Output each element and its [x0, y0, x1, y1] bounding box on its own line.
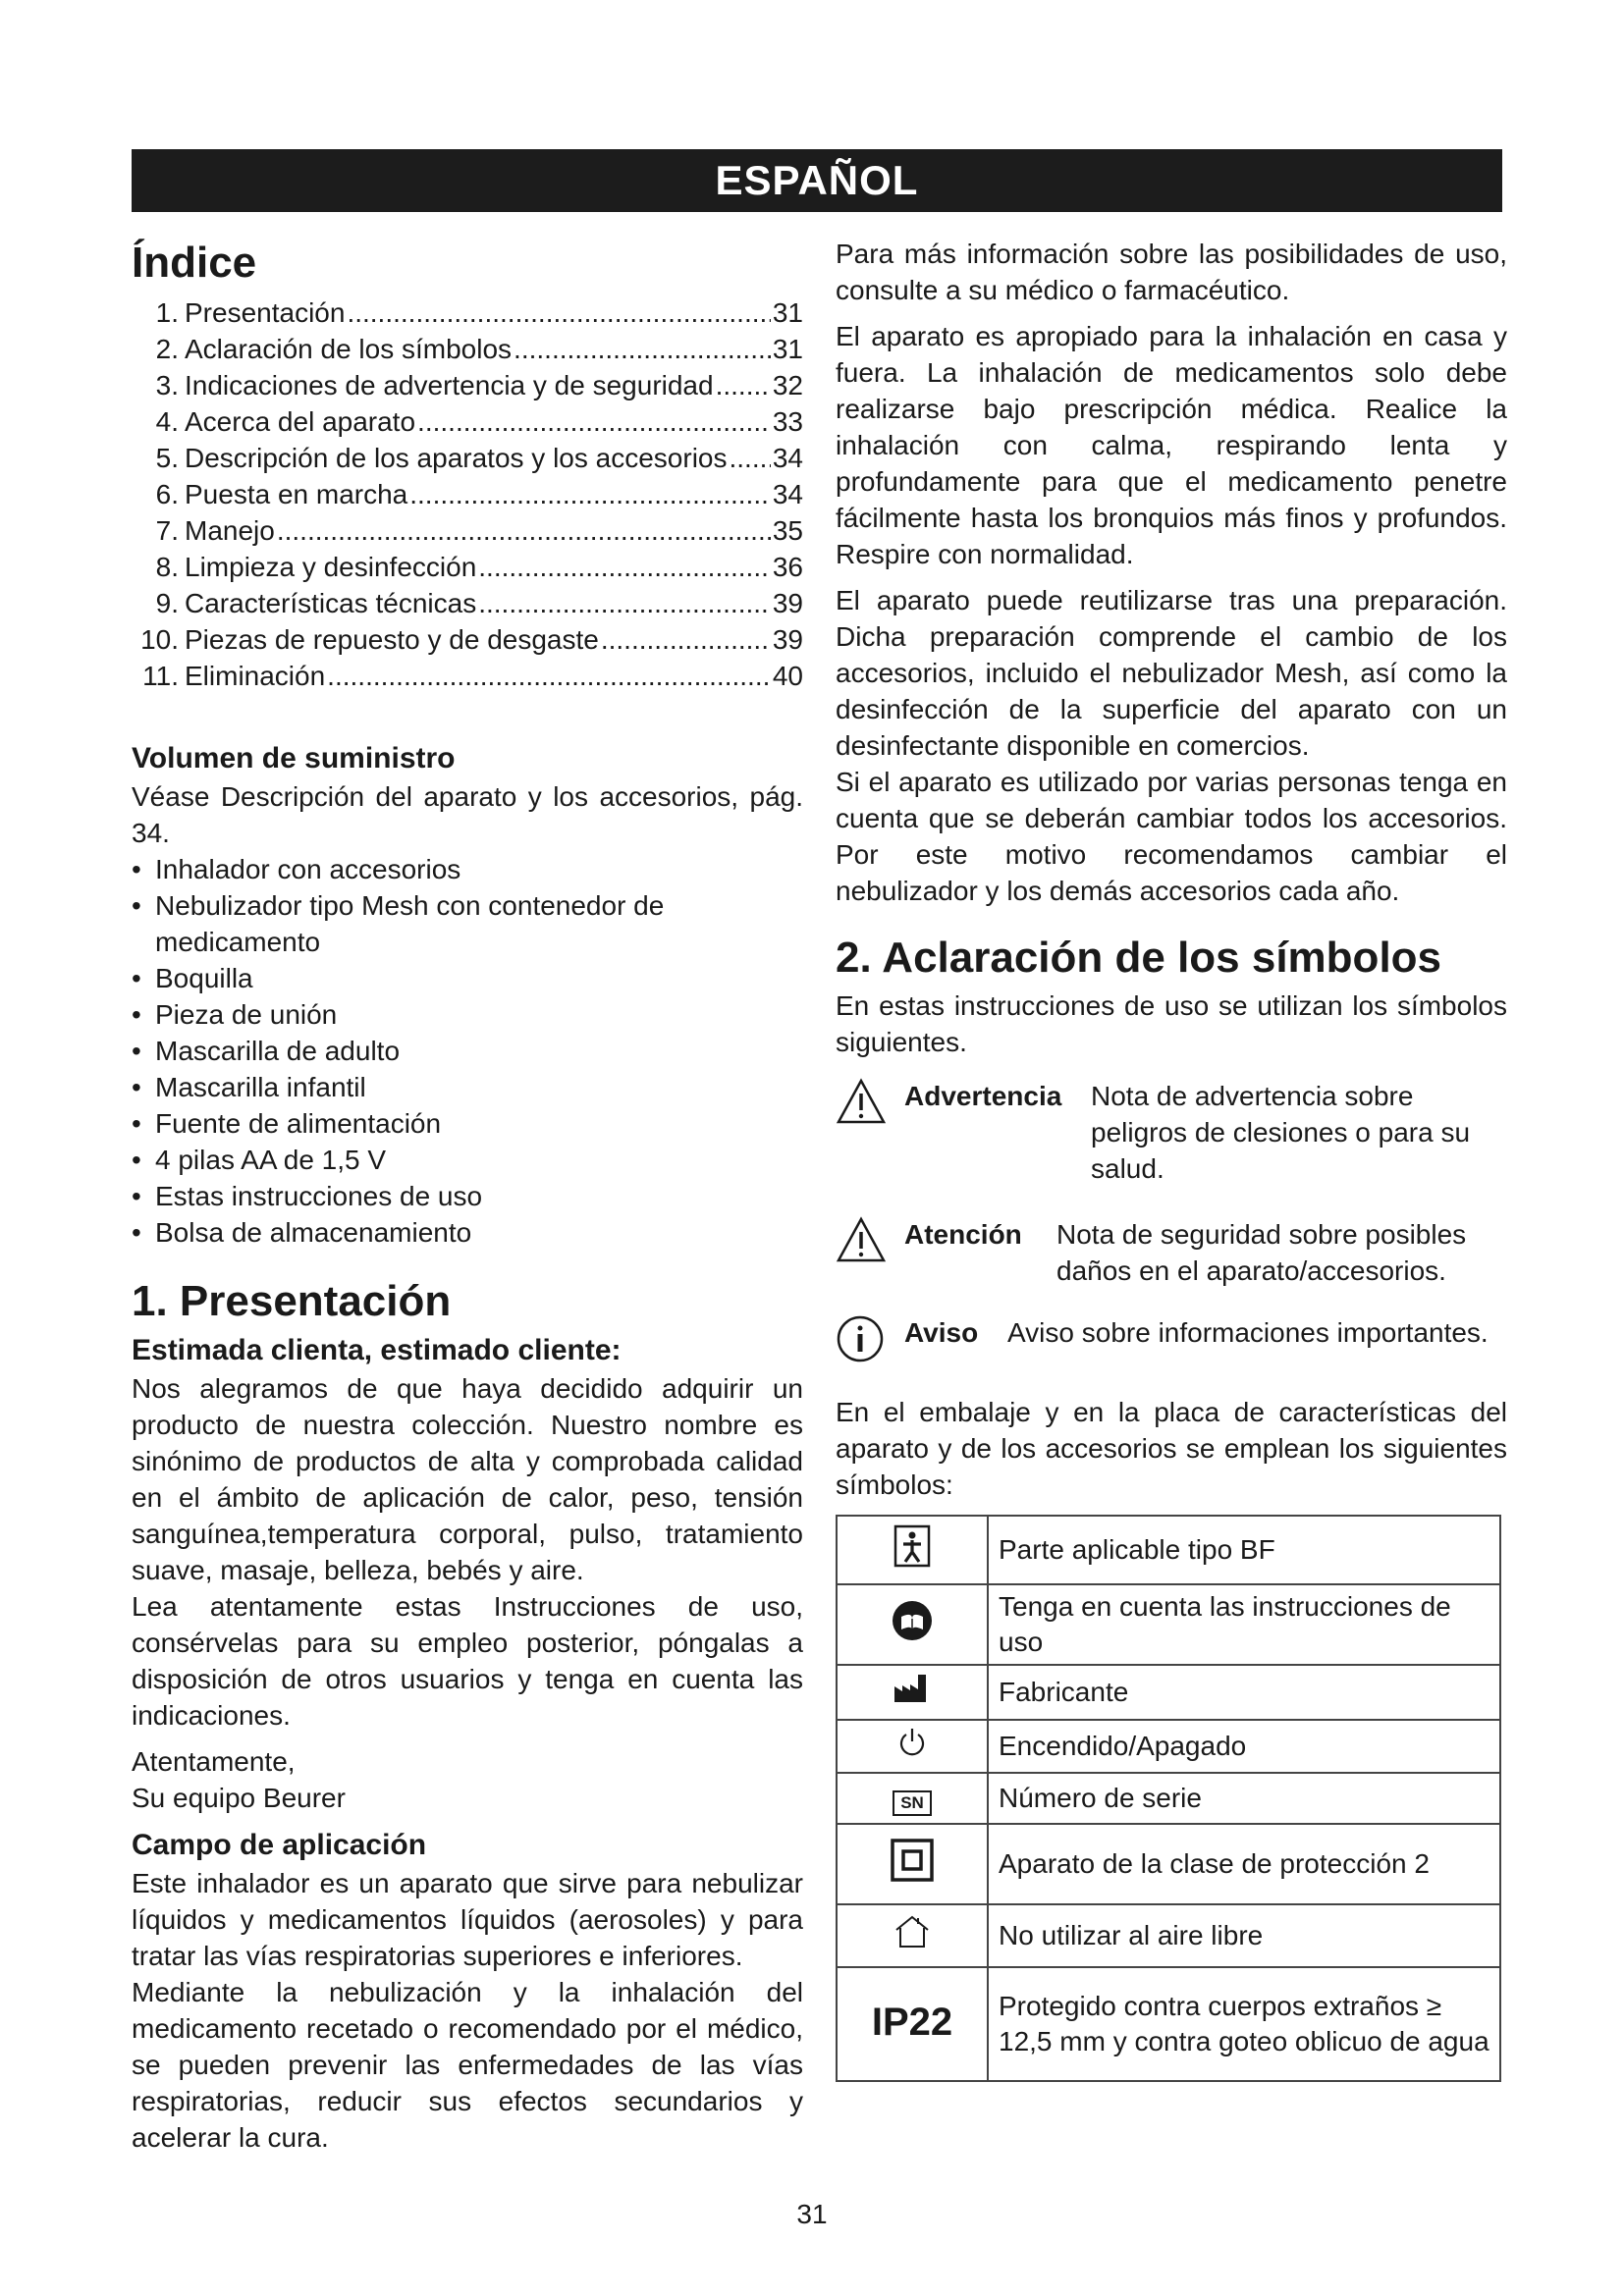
symbol-description: Número de serie	[988, 1773, 1500, 1824]
table-row	[837, 1584, 1500, 1665]
power-icon	[837, 1720, 988, 1773]
section-2-heading: 2. Aclaración de los símbolos	[836, 934, 1442, 982]
greeting-heading: Estimada clienta, estimado cliente:	[132, 1334, 622, 1366]
table-row	[837, 1665, 1500, 1720]
read-instructions-icon	[837, 1584, 988, 1665]
supply-heading: Volumen de suministro	[132, 742, 456, 774]
bf-applied-part-icon	[837, 1516, 988, 1584]
multi-user-paragraph: Si el aparato es utilizado por varias personas tenga en cuenta que se deberán cambiar todos los accesorios. Por este motivo recomendamos cambiar el nebulizador y los demás accesorios cada año.	[836, 767, 1507, 906]
toc-item[interactable]: 1. Presentación ..... 31	[132, 294, 803, 331]
table-intro: En el embalaje y en la placa de características del aparato y de los accesorios se emplean los siguientes símbolos:	[836, 1397, 1507, 1500]
symbols-intro: En estas instrucciones de uso se utilizan los símbolos siguientes.	[836, 990, 1507, 1057]
signature-line: Su equipo Beurer	[132, 1783, 346, 1813]
ip22-icon	[837, 1967, 988, 2081]
notice-term: Aviso	[904, 1317, 979, 1348]
toc-item[interactable]: 5. Descripción de los aparatos y los accesorios ..... 34	[132, 440, 803, 476]
manufacturer-icon	[837, 1665, 988, 1720]
list-item: • Fuente de alimentación	[132, 1105, 803, 1142]
protection-class-2-icon	[837, 1824, 988, 1904]
caution-triangle-icon	[836, 1216, 904, 1289]
reuse-paragraph: El aparato puede reutilizarse tras una preparación. Dicha preparación comprende el cambio de los accesorios, incluido el nebulizador Mesh, así como la desinfección de la superficie del aparato con un desinfectante disponible en comercios.	[836, 585, 1507, 761]
warning-triangle-icon	[836, 1078, 904, 1187]
serial-number-label: SN	[893, 1790, 932, 1816]
section-1-heading: 1. Presentación	[132, 1277, 452, 1325]
warning-symbol-entry	[836, 1078, 1507, 1187]
symbol-description: Encendido/Apagado	[988, 1720, 1500, 1773]
list-item: • Nebulizador tipo Mesh con contenedor de medicamento	[132, 887, 803, 960]
info-circle-icon	[836, 1314, 904, 1372]
toc-item[interactable]: 10. Piezas de repuesto y de desgaste ..... 39	[132, 621, 803, 658]
attention-term: Atención	[904, 1219, 1022, 1250]
list-item: • 4 pilas AA de 1,5 V	[132, 1142, 803, 1178]
symbol-description: No utilizar al aire libre	[988, 1904, 1500, 1967]
notice-symbol-entry	[836, 1314, 1507, 1372]
symbol-description: Fabricante	[988, 1665, 1500, 1720]
language-banner: ESPAÑOL	[132, 149, 1502, 212]
toc-item[interactable]: 7. Manejo ..... 35	[132, 512, 803, 549]
toc-item[interactable]: 11. Eliminación ..... 40	[132, 658, 803, 694]
supply-list	[132, 851, 803, 1251]
indoor-use-only-icon	[837, 1904, 988, 1967]
left-column	[132, 234, 803, 2156]
table-of-contents	[132, 294, 803, 694]
right-column	[836, 236, 1507, 2082]
list-item: • Bolsa de almacenamiento	[132, 1214, 803, 1251]
list-item: • Mascarilla de adulto	[132, 1033, 803, 1069]
symbol-description: Parte aplicable tipo BF	[988, 1516, 1500, 1584]
toc-item[interactable]: 8. Limpieza y desinfección ..... 36	[132, 549, 803, 585]
toc-item[interactable]: 9. Características técnicas ..... 39	[132, 585, 803, 621]
info-paragraph: Para más información sobre las posibilidades de uso, consulte a su médico o farmacéutico.	[836, 239, 1507, 305]
supply-intro: Véase Descripción del aparato y los accesorios, pág. 34.	[132, 781, 803, 848]
use-paragraph: El aparato es apropiado para la inhalación en casa y fuera. La inhalación de medicamentos solo debe realizarse bajo prescripción médica. Realice la inhalación con calma, respirando lenta y profundamente para que el medicamento penetre fácilmente hasta los bronquios más finos y profundos. Respire con normalidad.	[836, 321, 1507, 569]
symbol-description: Aparato de la clase de protección 2	[988, 1824, 1500, 1904]
field-paragraph: Este inhalador es un aparato que sirve para nebulizar líquidos y medicamentos líquidos (aerosoles) y para tratar las vías respiratorias superiores e inferiores.	[132, 1868, 803, 1971]
toc-title: Índice	[132, 239, 257, 287]
list-item: • Estas instrucciones de uso	[132, 1178, 803, 1214]
closing-line: Atentamente,	[132, 1746, 296, 1777]
toc-item[interactable]: 6. Puesta en marcha ..... 34	[132, 476, 803, 512]
instructions-paragraph: Lea atentamente estas Instrucciones de uso, consérvelas para su empleo posterior, póngalas a disposición de otros usuarios y tenga en cuenta las indicaciones.	[132, 1591, 803, 1731]
table-row	[837, 1824, 1500, 1904]
list-item: • Pieza de unión	[132, 996, 803, 1033]
list-item: • Inhalador con accesorios	[132, 851, 803, 887]
list-item: • Mascarilla infantil	[132, 1069, 803, 1105]
page-number: 31	[796, 2199, 828, 2229]
list-item: • Boquilla	[132, 960, 803, 996]
warning-term: Advertencia	[904, 1081, 1062, 1111]
symbols-table	[836, 1515, 1501, 2082]
symbol-description: Tenga en cuenta las instrucciones de uso	[988, 1584, 1500, 1665]
field-paragraph: Mediante la nebulización y la inhalación del medicamento recetado o recomendado por el médico, se pueden prevenir las enfermedades de las vías respiratorias, reducir sus efectos secundarios y acelerar la cura.	[132, 1977, 803, 2153]
toc-item[interactable]: 4. Acerca del aparato ..... 33	[132, 403, 803, 440]
attention-text: Nota de seguridad sobre posibles daños en el aparato/accesorios.	[1056, 1219, 1467, 1286]
symbol-description: Protegido contra cuerpos extraños ≥ 12,5 mm y contra goteo oblicuo de agua	[988, 1967, 1500, 2081]
warning-text: Nota de advertencia sobre peligros de clesiones o para su salud.	[1091, 1081, 1471, 1184]
table-row	[837, 1904, 1500, 1967]
table-row	[837, 1720, 1500, 1773]
table-row	[837, 1516, 1500, 1584]
toc-item[interactable]: 2. Aclaración de los símbolos ..... 31	[132, 331, 803, 367]
ip-rating-label: IP22	[871, 2001, 953, 2044]
intro-paragraph: Nos alegramos de que haya decidido adquirir un producto de nuestra colección. Nuestro nombre es sinónimo de productos de alta y comprobada calidad en el ámbito de aplicación de calor, peso, tensión sanguínea,temperatura corporal, pulso, tratamiento suave, masaje, belleza, bebés y aire.	[132, 1373, 803, 1585]
attention-symbol-entry	[836, 1216, 1507, 1289]
serial-number-icon	[837, 1773, 988, 1824]
field-heading: Campo de aplicación	[132, 1829, 427, 1861]
notice-text: Aviso sobre informaciones importantes.	[1007, 1317, 1489, 1348]
toc-item[interactable]: 3. Indicaciones de advertencia y de seguridad ..... 32	[132, 367, 803, 403]
table-row	[837, 1773, 1500, 1824]
table-row	[837, 1967, 1500, 2081]
